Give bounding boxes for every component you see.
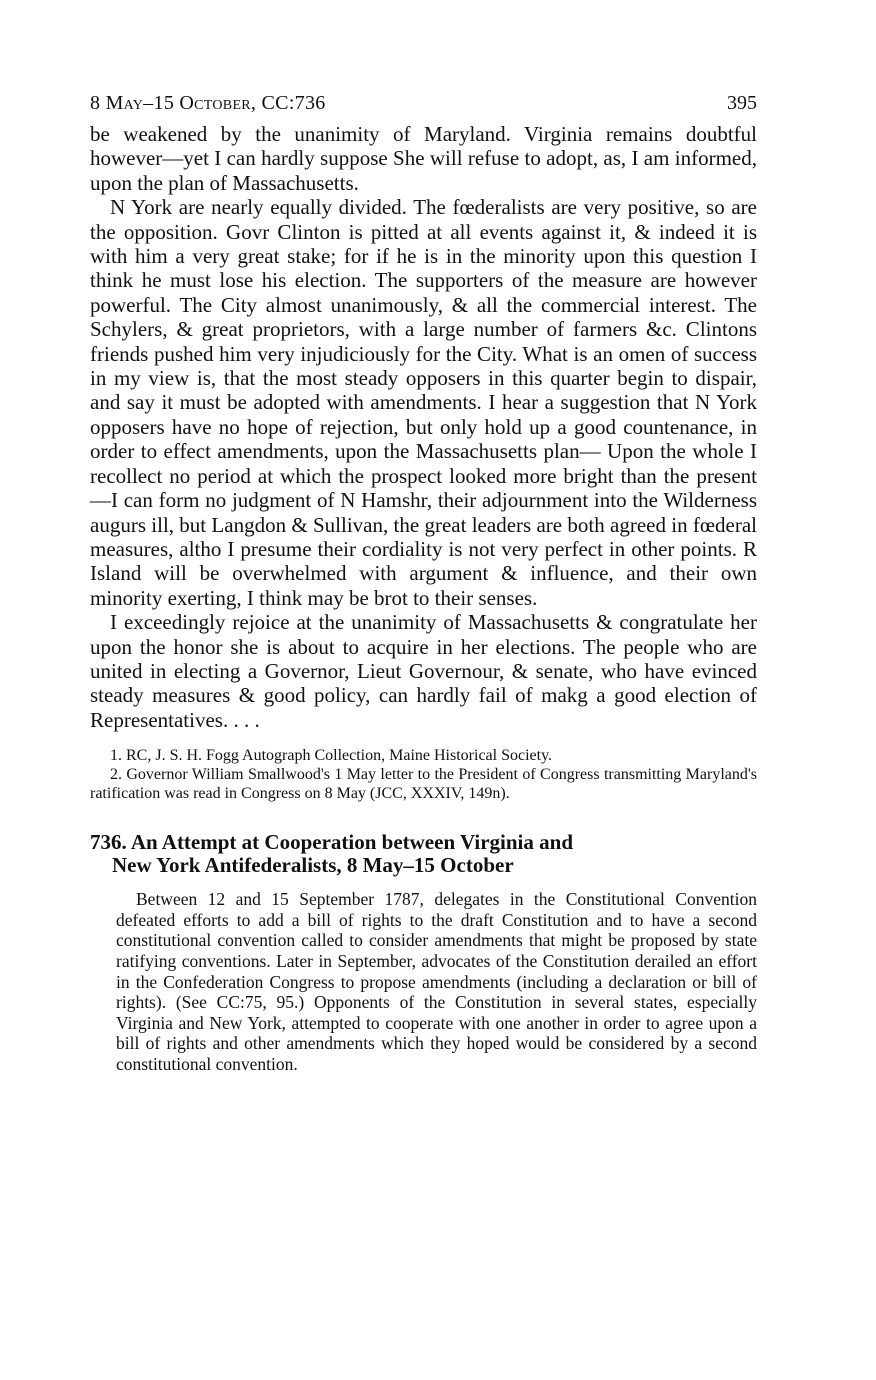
document-heading [90,831,757,877]
body-paragraph: I exceedingly rejoice at the unanimity of Massachusetts & congratulate her upon the honor she is about to acquire in her elections. The people who are united in electing a Governor, Lieut Governour, & senate, who have evinced steady measures & good policy, can hardly fail of makg a good election of Representatives. . . . [90,610,757,732]
footnote: 1. RC, J. S. H. Fogg Autograph Collection, Maine Historical Society. [110,747,553,765]
footnote: 2. Governor William Smallwood's 1 May letter to the President of Congress transmitting Maryland's ratification was read in Congress on 8 May (JCC, XXXIV, 149n). [90,766,757,803]
document-heading-line: New York Antifederalists, 8 May–15 October [112,853,514,878]
headnote [90,889,757,1074]
body-paragraph: be weakened by the unanimity of Maryland. Virginia remains doubtful however—yet I can hardly suppose She will refuse to adopt, as, I am informed, upon the plan of Massachusetts. [90,122,757,195]
running-head [90,88,757,122]
running-head-title: 8 May–15 October, CC:736 [90,92,326,114]
body-paragraph: N York are nearly equally divided. The fœderalists are very positive, so are the opposition. Govr Clinton is pitted at all events against it, & indeed it is with him a very great stake; for if he is in the minority upon this question I think he must lose his election. The supporters of the measure are however powerful. The City almost unanimously, & all the commercial interest. The Schylers, & great proprietors, with a large number of farmers &c. Clintons friends pushed him very injudiciously for the City. What is an omen of success in my view is, that the most steady opposers in this quarter begin to dispair, and say it must be adopted with amendments. I hear a suggestion that N York opposers have no hope of rejection, but only hold up a good countenance, in order to effect amendments, upon the Massachusetts plan— Upon the whole I recollect no period at which the prospect looked more bright than the present—I can form no judgment of N Hamshr, their adjournment into the Wilderness augurs ill, but Langdon & Sullivan, the great leaders are both agreed in fœderal measures, altho I presume their cordiality is not very perfect in other points. R Island will be overwhelmed with argument & influence, and their own minority exerting, I think may be brot to their senses. [90,195,757,610]
document-heading-line: 736. An Attempt at Cooperation between Virginia and [90,830,573,855]
page [90,88,757,1075]
footnotes [90,746,757,803]
headnote-paragraph: Between 12 and 15 September 1787, delegates in the Constitutional Convention defeated efforts to add a bill of rights to the draft Constitution and to have a second constitutional convention called to consider amendments that might be proposed by state ratifying conventions. Later in September, advocates of the Constitution derailed an effort in the Confederation Congress to propose amendments (including a declaration or bill of rights). (See CC:75, 95.) Opponents of the Constitution in several states, especially Virginia and New York, attempted to cooperate with one another in order to agree upon a bill of rights and other amendments which they hoped would be considered by a second constitutional convention. [116,889,757,1074]
letter-body [90,122,757,732]
page-number: 395 [727,92,757,114]
